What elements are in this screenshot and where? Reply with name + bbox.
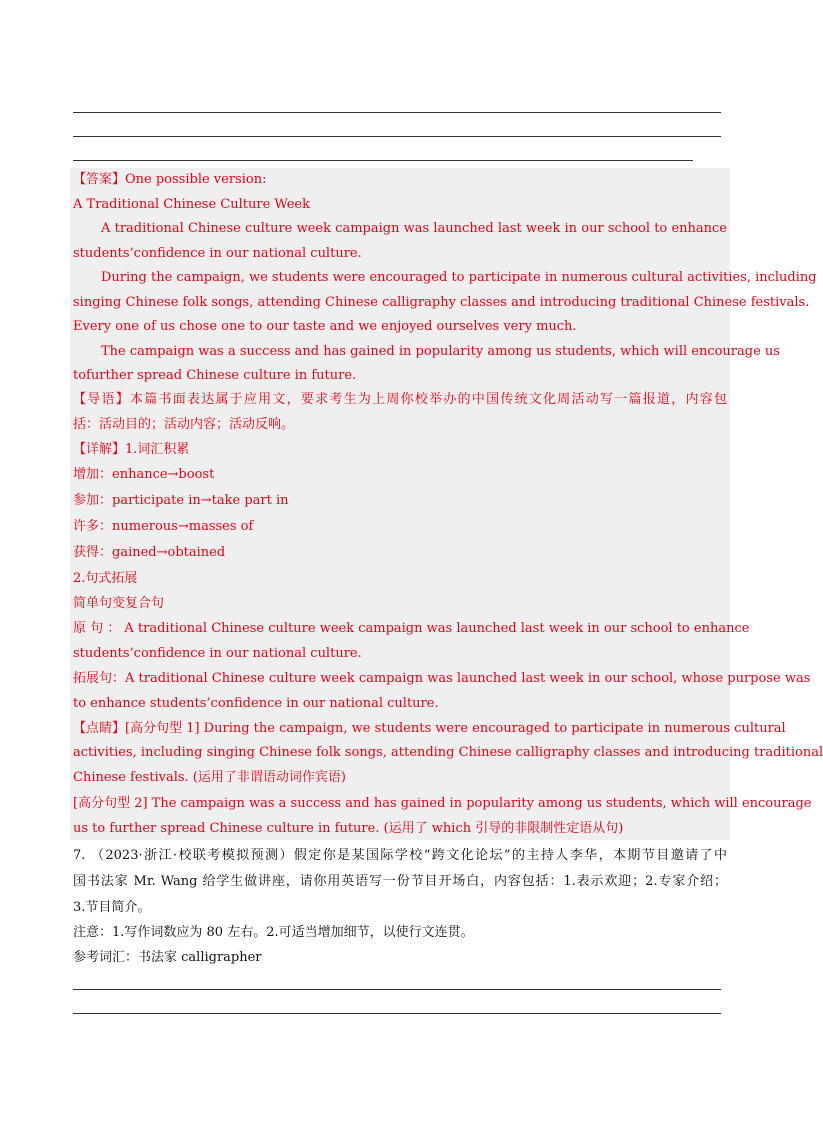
writing-line (73, 989, 721, 990)
highlight-line: us to further spread Chinese culture in future. (运用了 which 引导的非限制性定语从句) (73, 821, 624, 836)
writing-line (73, 112, 721, 113)
question7-line: 7. （2023·浙江·校联考模拟预测）假定你是某国际学校“跨文化论坛”的主持人李华，本期节目邀请了中 (73, 848, 727, 863)
question7-line: 3.节目简介。 (73, 900, 151, 915)
highlight-line: Chinese festivals. (运用了非谓语动词作宾语) (73, 770, 346, 785)
writing-line (73, 160, 693, 161)
guide-line: 【导语】本篇书面表达属于应用文，要求考生为上周你校举办的中国传统文化周活动写一篇报道，内容包 (73, 392, 727, 407)
essay-p3-line: tofurther spread Chinese culture in future. (73, 368, 357, 383)
essay-p1-line: students’confidence in our national culture. (73, 246, 362, 261)
original-sentence-line: students’confidence in our national culture. (73, 646, 362, 661)
highlight-line: [高分句型 2] The campaign was a success and has gained in popularity among us students, which will encourage (73, 796, 812, 811)
details-heading: 【详解】1.词汇积累 (73, 442, 190, 457)
essay-p2-line: Every one of us chose one to our taste and we enjoyed ourselves very much. (73, 319, 577, 334)
writing-line (73, 1013, 721, 1014)
essay-p3-line: The campaign was a success and has gained in popularity among us students, which will encourage us (101, 344, 780, 359)
answer-heading: 【答案】One possible version: (73, 172, 267, 187)
sub-heading: 简单句变复合句 (73, 596, 165, 611)
vocab-item: 参加：participate in→take part in (73, 493, 289, 508)
section-heading: 2.句式拓展 (73, 571, 138, 586)
vocab-item: 许多：numerous→masses of (73, 519, 254, 534)
original-sentence-line: 原 句 ： A traditional Chinese culture week campaign was launched last week in our school to enhance (73, 621, 750, 636)
essay-p2-line: During the campaign, we students were encouraged to participate in numerous cultural activities, including (101, 270, 817, 285)
guide-line: 括：活动目的；活动内容；活动反响。 (73, 417, 295, 432)
essay-title: A Traditional Chinese Culture Week (73, 197, 310, 212)
highlight-line: 【点睛】[高分句型 1] During the campaign, we students were encouraged to participate in numerous cultural (73, 721, 786, 736)
writing-line (73, 136, 721, 137)
vocab-item: 获得：gained→obtained (73, 545, 226, 560)
expanded-sentence-line: to enhance students’confidence in our national culture. (73, 696, 439, 711)
question7-line: 国书法家 Mr. Wang 给学生做讲座，请你用英语写一份节目开场白，内容包括：1.表示欢迎；2.专家介绍； (73, 874, 727, 889)
expanded-sentence-line: 拓展句：A traditional Chinese culture week campaign was launched last week in our school, whose purpose was (73, 671, 811, 686)
question7-vocab: 参考词汇：书法家 calligrapher (73, 950, 262, 965)
vocab-item: 增加：enhance→boost (73, 467, 215, 482)
essay-p2-line: singing Chinese folk songs, attending Chinese calligraphy classes and introducing traditional Chinese festivals. (73, 295, 810, 310)
highlight-line: activities, including singing Chinese folk songs, attending Chinese calligraphy classes and introducing traditional (73, 745, 823, 760)
question7-note: 注意：1.写作词数应为 80 左右。2.可适当增加细节，以使行文连贯。 (73, 925, 474, 940)
essay-p1-line: A traditional Chinese culture week campaign was launched last week in our school to enhance (101, 221, 727, 236)
